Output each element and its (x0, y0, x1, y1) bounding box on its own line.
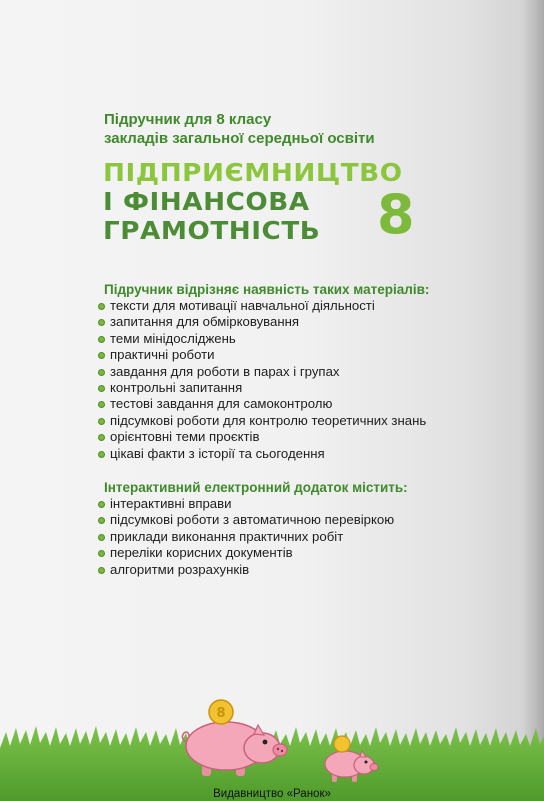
list-item (98, 380, 426, 396)
list-item-text: тексти для мотивації навчальної діяльності (110, 298, 375, 313)
list-item-text: підсумкові роботи з автоматичною перевіркою (110, 512, 395, 528)
bullet-icon (98, 451, 105, 458)
title-line-2: І ФІНАНСОВА (103, 187, 310, 216)
list-item (98, 429, 426, 445)
bullet-icon (98, 401, 105, 408)
list-item (98, 562, 394, 578)
list-item-text: запитання для обмірковування (110, 314, 300, 330)
bullet-icon (98, 567, 105, 574)
list-item-text: завдання для роботи в парах і групах (110, 363, 340, 379)
bullet-icon (98, 336, 105, 343)
page-edge-shadow (522, 0, 544, 801)
bullet-icon (98, 550, 105, 557)
list-item-text: орієнтовні теми проєктів (110, 429, 260, 445)
bullet-icon (98, 369, 105, 376)
list-item (98, 529, 394, 545)
list-item (98, 331, 426, 347)
publisher-name: Видавництво «Ранок» (213, 788, 331, 800)
list-item-text: підсумкові роботи для контролю теоретичних знань (110, 412, 427, 428)
bullet-icon (98, 319, 105, 326)
addon-heading: Інтерактивний електронний додаток містить: (104, 480, 408, 495)
list-item-text: алгоритми розрахунків (110, 561, 250, 577)
list-item (98, 347, 426, 363)
title-line-3: ГРАМОТНІСТЬ (103, 216, 321, 245)
list-item-text: практичні роботи (110, 347, 215, 363)
list-item (98, 298, 426, 314)
list-item (98, 545, 394, 561)
list-item-text: контрольні запитання (110, 380, 243, 396)
bullet-icon (98, 352, 105, 359)
list-item-text: тестові завдання для самоконтролю (110, 396, 333, 412)
list-item-text: інтерактивні вправи (110, 496, 232, 511)
materials-list (98, 298, 426, 462)
grade-number: 8 (377, 183, 415, 246)
list-item-text: теми мінідосліджень (110, 330, 236, 346)
addon-list (98, 496, 394, 578)
bullet-icon (98, 517, 105, 524)
list-item (98, 496, 394, 512)
bullet-icon (98, 303, 105, 310)
bullet-icon (98, 434, 105, 441)
piggy-bank-small-icon (318, 734, 382, 786)
list-item (98, 446, 426, 462)
subtitle-line-1: Підручник для 8 класу (104, 111, 272, 128)
bullet-icon (98, 501, 105, 508)
list-item (98, 364, 426, 380)
subtitle-line-2: закладів загальної середньої освіти (104, 130, 375, 147)
list-item (98, 413, 426, 429)
gold-coin-icon (334, 736, 350, 752)
list-item-text: переліки корисних документів (110, 545, 293, 561)
materials-heading: Підручник відрізняє наявність таких матеріалів: (104, 282, 430, 297)
piggy-bank-large-icon (180, 696, 292, 782)
list-item (98, 512, 394, 528)
list-item-text: приклади виконання практичних робіт (110, 528, 344, 544)
list-item (98, 396, 426, 412)
title-line-1: ПІДПРИЄМНИЦТВО (103, 158, 403, 187)
list-item-text: цікаві факти з історії та сьогодення (110, 445, 325, 461)
list-item (98, 314, 426, 330)
bullet-icon (98, 385, 105, 392)
svg-text:8: 8 (216, 706, 226, 721)
cover-subtitle (104, 110, 434, 148)
bullet-icon (98, 534, 105, 541)
bullet-icon (98, 418, 105, 425)
